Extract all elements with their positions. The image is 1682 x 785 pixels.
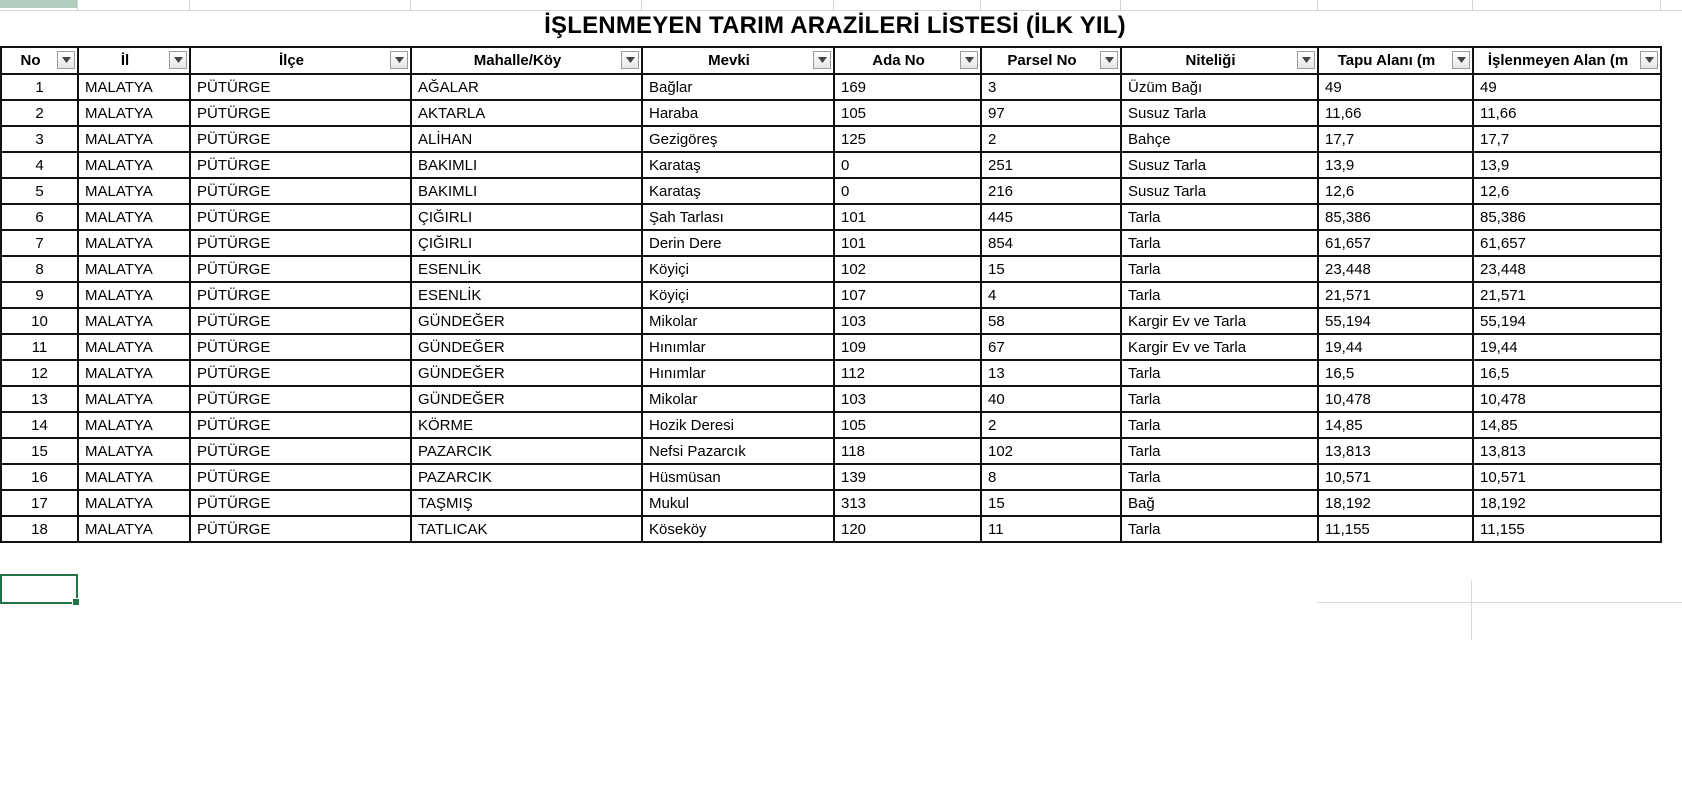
cell-niteligi[interactable]: Tarla — [1121, 438, 1318, 464]
cell-parsel-no[interactable]: 11 — [981, 516, 1121, 542]
cell-mevki[interactable]: Mukul — [642, 490, 834, 516]
cell-islenmeyen-alan[interactable]: 16,5 — [1473, 360, 1661, 386]
cell-tapu-alani[interactable]: 13,9 — [1318, 152, 1473, 178]
cell-tapu-alani[interactable]: 16,5 — [1318, 360, 1473, 386]
cell-parsel-no[interactable]: 58 — [981, 308, 1121, 334]
cell-tapu-alani[interactable]: 21,571 — [1318, 282, 1473, 308]
cell-islenmeyen-alan[interactable]: 21,571 — [1473, 282, 1661, 308]
table-row — [1, 360, 1661, 386]
cell-ada-no[interactable]: 0 — [834, 152, 981, 178]
cell-il[interactable]: MALATYA — [78, 308, 190, 334]
column-header-label: Parsel No — [1007, 52, 1077, 69]
cell-mahalle[interactable]: GÜNDEĞER — [411, 334, 642, 360]
cell-mevki[interactable]: Hınımlar — [642, 334, 834, 360]
column-header-label: Mevki — [708, 52, 750, 69]
cell-il[interactable]: MALATYA — [78, 282, 190, 308]
column-header-label: Mahalle/Köy — [473, 52, 562, 69]
cell-niteligi[interactable]: Tarla — [1121, 386, 1318, 412]
cell-mahalle[interactable]: GÜNDEĞER — [411, 308, 642, 334]
cell-mevki[interactable]: Bağlar — [642, 74, 834, 100]
cell-mevki[interactable]: Hınımlar — [642, 360, 834, 386]
cell-ilce[interactable]: PÜTÜRGE — [190, 100, 411, 126]
cell-ilce[interactable]: PÜTÜRGE — [190, 256, 411, 282]
cell-mahalle[interactable]: PAZARCIK — [411, 464, 642, 490]
cell-mevki[interactable]: Şah Tarlası — [642, 204, 834, 230]
column-header-label: İl — [120, 52, 130, 69]
cell-tapu-alani[interactable]: 61,657 — [1318, 230, 1473, 256]
column-header-label: Niteliği — [1185, 52, 1236, 69]
cell-il[interactable]: MALATYA — [78, 360, 190, 386]
filter-dropdown-icon[interactable] — [1100, 51, 1118, 69]
cell-mahalle[interactable]: BAKIMLI — [411, 152, 642, 178]
filter-dropdown-icon[interactable] — [1297, 51, 1315, 69]
cell-islenmeyen-alan[interactable]: 17,7 — [1473, 126, 1661, 152]
cell-ada-no[interactable]: 112 — [834, 360, 981, 386]
cell-parsel-no[interactable]: 3 — [981, 74, 1121, 100]
cell-mevki[interactable]: Köyiçi — [642, 256, 834, 282]
cell-tapu-alani[interactable]: 14,85 — [1318, 412, 1473, 438]
cell-islenmeyen-alan[interactable]: 85,386 — [1473, 204, 1661, 230]
cell-tapu-alani[interactable]: 85,386 — [1318, 204, 1473, 230]
column-header[interactable] — [834, 47, 981, 74]
filter-dropdown-icon[interactable] — [390, 51, 408, 69]
gridline — [1471, 580, 1472, 640]
cell-mahalle[interactable]: TATLICAK — [411, 516, 642, 542]
gridline — [1317, 602, 1682, 603]
cell-tapu-alani[interactable]: 10,571 — [1318, 464, 1473, 490]
cell-ada-no[interactable]: 101 — [834, 230, 981, 256]
cell-tapu-alani[interactable]: 18,192 — [1318, 490, 1473, 516]
cell-ilce[interactable]: PÜTÜRGE — [190, 386, 411, 412]
cell-ilce[interactable]: PÜTÜRGE — [190, 74, 411, 100]
cell-mevki[interactable]: Köyiçi — [642, 282, 834, 308]
cell-niteligi[interactable]: Tarla — [1121, 360, 1318, 386]
cell-mevki[interactable]: Karataş — [642, 178, 834, 204]
cell-islenmeyen-alan[interactable]: 10,478 — [1473, 386, 1661, 412]
cell-niteligi[interactable]: Tarla — [1121, 282, 1318, 308]
cell-parsel-no[interactable]: 13 — [981, 360, 1121, 386]
cell-ilce[interactable]: PÜTÜRGE — [190, 308, 411, 334]
cell-ilce[interactable]: PÜTÜRGE — [190, 516, 411, 542]
cell-no[interactable]: 4 — [1, 152, 78, 178]
cell-niteligi[interactable]: Susuz Tarla — [1121, 100, 1318, 126]
table-row — [1, 100, 1661, 126]
column-header[interactable] — [411, 47, 642, 74]
cell-islenmeyen-alan[interactable]: 12,6 — [1473, 178, 1661, 204]
cell-mahalle[interactable]: GÜNDEĞER — [411, 360, 642, 386]
column-header-label: İşlenmeyen Alan (m — [1487, 52, 1629, 69]
cell-no[interactable]: 1 — [1, 74, 78, 100]
cell-il[interactable]: MALATYA — [78, 126, 190, 152]
table-row — [1, 74, 1661, 100]
cell-niteligi[interactable]: Tarla — [1121, 516, 1318, 542]
data-table — [0, 46, 1662, 543]
cell-ilce[interactable]: PÜTÜRGE — [190, 334, 411, 360]
cell-parsel-no[interactable]: 40 — [981, 386, 1121, 412]
cell-parsel-no[interactable]: 445 — [981, 204, 1121, 230]
cell-il[interactable]: MALATYA — [78, 464, 190, 490]
cell-islenmeyen-alan[interactable]: 11,155 — [1473, 516, 1661, 542]
column-header[interactable] — [981, 47, 1121, 74]
cell-ada-no[interactable]: 105 — [834, 100, 981, 126]
cell-no[interactable]: 17 — [1, 490, 78, 516]
cell-islenmeyen-alan[interactable]: 61,657 — [1473, 230, 1661, 256]
cell-il[interactable]: MALATYA — [78, 74, 190, 100]
cell-islenmeyen-alan[interactable]: 13,9 — [1473, 152, 1661, 178]
table-row — [1, 464, 1661, 490]
column-header[interactable] — [1, 47, 78, 74]
column-header-label: Ada No — [872, 52, 925, 69]
filter-dropdown-icon[interactable] — [813, 51, 831, 69]
column-header[interactable] — [190, 47, 411, 74]
cell-ilce[interactable]: PÜTÜRGE — [190, 360, 411, 386]
cell-mahalle[interactable]: ÇIĞIRLI — [411, 230, 642, 256]
column-header-label: No — [20, 52, 41, 69]
cell-niteligi[interactable]: Tarla — [1121, 412, 1318, 438]
cell-niteligi[interactable]: Bahçe — [1121, 126, 1318, 152]
column-header[interactable] — [642, 47, 834, 74]
cell-no[interactable]: 15 — [1, 438, 78, 464]
sheet-title: İŞLENMEYEN TARIM ARAZİLERİ LİSTESİ (İLK YIL) — [544, 12, 1126, 39]
cell-tapu-alani[interactable]: 17,7 — [1318, 126, 1473, 152]
cell-tapu-alani[interactable]: 13,813 — [1318, 438, 1473, 464]
cell-niteligi[interactable]: Tarla — [1121, 204, 1318, 230]
cell-no[interactable]: 14 — [1, 412, 78, 438]
cell-islenmeyen-alan[interactable]: 23,448 — [1473, 256, 1661, 282]
cell-islenmeyen-alan[interactable]: 18,192 — [1473, 490, 1661, 516]
table-row — [1, 126, 1661, 152]
cell-tapu-alani[interactable]: 23,448 — [1318, 256, 1473, 282]
cell-il[interactable]: MALATYA — [78, 152, 190, 178]
column-header[interactable] — [1318, 47, 1473, 74]
cell-no[interactable]: 5 — [1, 178, 78, 204]
cell-ada-no[interactable]: 313 — [834, 490, 981, 516]
cell-ada-no[interactable]: 118 — [834, 438, 981, 464]
cell-niteligi[interactable]: Üzüm Bağı — [1121, 74, 1318, 100]
cell-tapu-alani[interactable]: 10,478 — [1318, 386, 1473, 412]
table-row — [1, 438, 1661, 464]
cell-tapu-alani[interactable]: 55,194 — [1318, 308, 1473, 334]
cell-ada-no[interactable]: 103 — [834, 308, 981, 334]
spreadsheet-gridline-row — [0, 0, 1682, 11]
cell-parsel-no[interactable]: 97 — [981, 100, 1121, 126]
cell-mevki[interactable]: Karataş — [642, 152, 834, 178]
table-row — [1, 282, 1661, 308]
table-row — [1, 256, 1661, 282]
cell-tapu-alani[interactable]: 12,6 — [1318, 178, 1473, 204]
column-header[interactable] — [78, 47, 190, 74]
table-row — [1, 490, 1661, 516]
cell-il[interactable]: MALATYA — [78, 178, 190, 204]
filter-dropdown-icon[interactable] — [169, 51, 187, 69]
cell-mahalle[interactable]: TAŞMIŞ — [411, 490, 642, 516]
fill-handle[interactable] — [72, 598, 80, 606]
cell-ada-no[interactable]: 109 — [834, 334, 981, 360]
table-row — [1, 230, 1661, 256]
cell-ada-no[interactable]: 139 — [834, 464, 981, 490]
cell-islenmeyen-alan[interactable]: 11,66 — [1473, 100, 1661, 126]
cell-il[interactable]: MALATYA — [78, 386, 190, 412]
cell-mevki[interactable]: Köseköy — [642, 516, 834, 542]
cell-tapu-alani[interactable]: 19,44 — [1318, 334, 1473, 360]
table-row — [1, 386, 1661, 412]
cell-mahalle[interactable]: AKTARLA — [411, 100, 642, 126]
cell-mevki[interactable]: Hüsmüsan — [642, 464, 834, 490]
cell-mahalle[interactable]: ÇIĞIRLI — [411, 204, 642, 230]
table-body — [1, 74, 1661, 542]
cell-parsel-no[interactable]: 67 — [981, 334, 1121, 360]
cell-il[interactable]: MALATYA — [78, 438, 190, 464]
cell-mahalle[interactable]: BAKIMLI — [411, 178, 642, 204]
cell-il[interactable]: MALATYA — [78, 516, 190, 542]
table-row — [1, 204, 1661, 230]
cell-niteligi[interactable]: Susuz Tarla — [1121, 178, 1318, 204]
cell-mevki[interactable]: Nefsi Pazarcık — [642, 438, 834, 464]
cell-no[interactable]: 8 — [1, 256, 78, 282]
cell-mevki[interactable]: Gezigöreş — [642, 126, 834, 152]
cell-ilce[interactable]: PÜTÜRGE — [190, 412, 411, 438]
cell-il[interactable]: MALATYA — [78, 100, 190, 126]
cell-no[interactable]: 11 — [1, 334, 78, 360]
cell-mahalle[interactable]: ALİHAN — [411, 126, 642, 152]
cell-tapu-alani[interactable]: 11,155 — [1318, 516, 1473, 542]
cell-mahalle[interactable]: PAZARCIK — [411, 438, 642, 464]
cell-parsel-no[interactable]: 2 — [981, 412, 1121, 438]
cell-ilce[interactable]: PÜTÜRGE — [190, 438, 411, 464]
cell-islenmeyen-alan[interactable]: 14,85 — [1473, 412, 1661, 438]
table-row — [1, 152, 1661, 178]
filter-dropdown-icon[interactable] — [1640, 51, 1658, 69]
cell-mahalle[interactable]: ESENLİK — [411, 256, 642, 282]
cell-no[interactable]: 6 — [1, 204, 78, 230]
cell-parsel-no[interactable]: 8 — [981, 464, 1121, 490]
table-row — [1, 516, 1661, 542]
cell-islenmeyen-alan[interactable]: 55,194 — [1473, 308, 1661, 334]
table-row — [1, 178, 1661, 204]
cell-niteligi[interactable]: Tarla — [1121, 464, 1318, 490]
cell-no[interactable]: 10 — [1, 308, 78, 334]
cell-niteligi[interactable]: Kargir Ev ve Tarla — [1121, 334, 1318, 360]
table-row — [1, 412, 1661, 438]
cell-niteligi[interactable]: Tarla — [1121, 256, 1318, 282]
cell-ada-no[interactable]: 107 — [834, 282, 981, 308]
cell-ilce[interactable]: PÜTÜRGE — [190, 282, 411, 308]
cell-niteligi[interactable]: Susuz Tarla — [1121, 152, 1318, 178]
cell-mahalle[interactable]: AĞALAR — [411, 74, 642, 100]
cell-parsel-no[interactable]: 15 — [981, 490, 1121, 516]
cell-ilce[interactable]: PÜTÜRGE — [190, 178, 411, 204]
cell-parsel-no[interactable]: 2 — [981, 126, 1121, 152]
cell-islenmeyen-alan[interactable]: 19,44 — [1473, 334, 1661, 360]
cell-ada-no[interactable]: 0 — [834, 178, 981, 204]
cell-ada-no[interactable]: 105 — [834, 412, 981, 438]
selected-cell[interactable] — [0, 574, 78, 604]
cell-no[interactable]: 7 — [1, 230, 78, 256]
cell-il[interactable]: MALATYA — [78, 490, 190, 516]
cell-ada-no[interactable]: 101 — [834, 204, 981, 230]
cell-il[interactable]: MALATYA — [78, 204, 190, 230]
cell-mahalle[interactable]: GÜNDEĞER — [411, 386, 642, 412]
cell-parsel-no[interactable]: 216 — [981, 178, 1121, 204]
cell-niteligi[interactable]: Bağ — [1121, 490, 1318, 516]
cell-mevki[interactable]: Derin Dere — [642, 230, 834, 256]
cell-mevki[interactable]: Hozik Deresi — [642, 412, 834, 438]
cell-parsel-no[interactable]: 4 — [981, 282, 1121, 308]
cell-ilce[interactable]: PÜTÜRGE — [190, 230, 411, 256]
cell-niteligi[interactable]: Tarla — [1121, 230, 1318, 256]
cell-il[interactable]: MALATYA — [78, 230, 190, 256]
cell-ilce[interactable]: PÜTÜRGE — [190, 126, 411, 152]
cell-il[interactable]: MALATYA — [78, 334, 190, 360]
cell-tapu-alani[interactable]: 11,66 — [1318, 100, 1473, 126]
filter-dropdown-icon[interactable] — [621, 51, 639, 69]
cell-ilce[interactable]: PÜTÜRGE — [190, 204, 411, 230]
column-header-label: İlçe — [278, 52, 305, 69]
cell-mevki[interactable]: Mikolar — [642, 386, 834, 412]
cell-ilce[interactable]: PÜTÜRGE — [190, 464, 411, 490]
cell-ilce[interactable]: PÜTÜRGE — [190, 490, 411, 516]
cell-tapu-alani[interactable]: 49 — [1318, 74, 1473, 100]
active-cell-marker — [0, 0, 77, 8]
cell-no[interactable]: 13 — [1, 386, 78, 412]
cell-mahalle[interactable]: KÖRME — [411, 412, 642, 438]
cell-islenmeyen-alan[interactable]: 10,571 — [1473, 464, 1661, 490]
cell-no[interactable]: 18 — [1, 516, 78, 542]
cell-ada-no[interactable]: 169 — [834, 74, 981, 100]
cell-ada-no[interactable]: 103 — [834, 386, 981, 412]
cell-ada-no[interactable]: 102 — [834, 256, 981, 282]
column-header[interactable] — [1473, 47, 1661, 74]
cell-ada-no[interactable]: 120 — [834, 516, 981, 542]
cell-parsel-no[interactable]: 854 — [981, 230, 1121, 256]
column-header-label: Tapu Alanı (m — [1337, 52, 1436, 69]
cell-islenmeyen-alan[interactable]: 49 — [1473, 74, 1661, 100]
cell-niteligi[interactable]: Kargir Ev ve Tarla — [1121, 308, 1318, 334]
cell-il[interactable]: MALATYA — [78, 412, 190, 438]
column-header[interactable] — [1121, 47, 1318, 74]
header-row — [1, 47, 1661, 74]
cell-no[interactable]: 16 — [1, 464, 78, 490]
cell-no[interactable]: 9 — [1, 282, 78, 308]
filter-dropdown-icon[interactable] — [1452, 51, 1470, 69]
cell-il[interactable]: MALATYA — [78, 256, 190, 282]
cell-no[interactable]: 2 — [1, 100, 78, 126]
cell-mahalle[interactable]: ESENLİK — [411, 282, 642, 308]
cell-parsel-no[interactable]: 102 — [981, 438, 1121, 464]
cell-ada-no[interactable]: 125 — [834, 126, 981, 152]
cell-islenmeyen-alan[interactable]: 13,813 — [1473, 438, 1661, 464]
cell-parsel-no[interactable]: 251 — [981, 152, 1121, 178]
table-row — [1, 308, 1661, 334]
cell-mevki[interactable]: Mikolar — [642, 308, 834, 334]
filter-dropdown-icon[interactable] — [960, 51, 978, 69]
cell-no[interactable]: 3 — [1, 126, 78, 152]
filter-dropdown-icon[interactable] — [57, 51, 75, 69]
cell-parsel-no[interactable]: 15 — [981, 256, 1121, 282]
cell-mevki[interactable]: Haraba — [642, 100, 834, 126]
cell-no[interactable]: 12 — [1, 360, 78, 386]
table-row — [1, 334, 1661, 360]
cell-ilce[interactable]: PÜTÜRGE — [190, 152, 411, 178]
